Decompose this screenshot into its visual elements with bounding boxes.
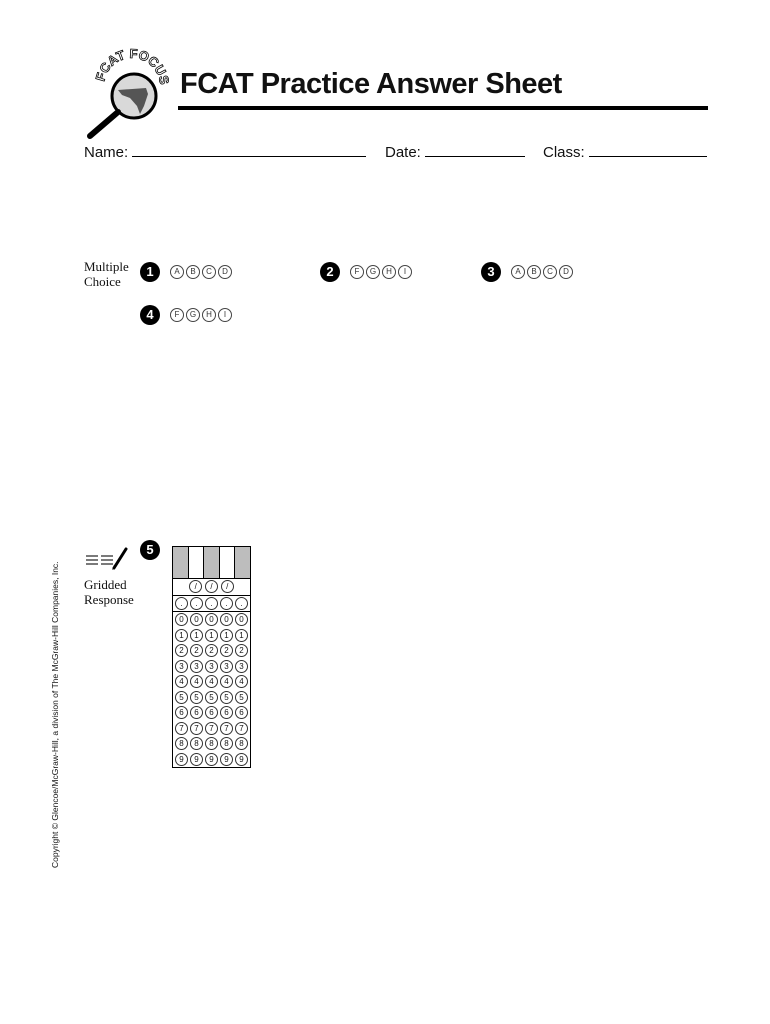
digit-bubble[interactable]: 8 xyxy=(205,737,218,750)
grid-digit-row xyxy=(173,705,250,721)
answer-bubble-b[interactable]: B xyxy=(527,265,541,279)
grid-empty-slot xyxy=(237,581,248,592)
grid-digit-row xyxy=(173,643,250,659)
gridded-response-label: Gridded Response xyxy=(84,577,134,607)
digit-bubble[interactable]: 0 xyxy=(190,613,203,626)
svg-text:FCAT FOCUS: FCAT FOCUS xyxy=(92,48,173,86)
answer-bubble-a[interactable]: A xyxy=(511,265,525,279)
answer-bubble-d[interactable]: D xyxy=(218,265,232,279)
question-4 xyxy=(140,305,232,325)
answer-bubble-h[interactable]: H xyxy=(202,308,216,322)
digit-bubble[interactable]: 4 xyxy=(220,675,233,688)
digit-bubble[interactable]: 5 xyxy=(190,691,203,704)
digit-bubble[interactable]: 6 xyxy=(220,706,233,719)
answer-bubble-d[interactable]: D xyxy=(559,265,573,279)
digit-bubble[interactable]: 1 xyxy=(175,629,188,642)
date-blank[interactable] xyxy=(425,142,525,157)
grid-digit-row xyxy=(173,628,250,644)
digit-bubble[interactable]: 5 xyxy=(235,691,248,704)
answer-choices xyxy=(170,265,232,279)
digit-bubble[interactable]: 1 xyxy=(190,629,203,642)
fcat-focus-logo xyxy=(82,48,177,140)
class-blank[interactable] xyxy=(589,142,707,157)
slash-bubble[interactable]: / xyxy=(205,580,218,593)
answer-bubble-h[interactable]: H xyxy=(382,265,396,279)
decimal-bubble[interactable]: . xyxy=(235,597,248,610)
digit-bubble[interactable]: 4 xyxy=(235,675,248,688)
digit-bubble[interactable]: 2 xyxy=(220,644,233,657)
grid-digit-rows xyxy=(173,612,250,767)
answer-choices xyxy=(170,308,232,322)
answer-bubble-i[interactable]: I xyxy=(218,308,232,322)
digit-bubble[interactable]: 1 xyxy=(220,629,233,642)
grid-write-box[interactable] xyxy=(173,547,189,578)
digit-bubble[interactable]: 9 xyxy=(190,753,203,766)
digit-bubble[interactable]: 5 xyxy=(220,691,233,704)
digit-bubble[interactable]: 7 xyxy=(235,722,248,735)
digit-bubble[interactable]: 1 xyxy=(235,629,248,642)
decimal-bubble[interactable]: . xyxy=(190,597,203,610)
digit-bubble[interactable]: 3 xyxy=(175,660,188,673)
digit-bubble[interactable]: 8 xyxy=(175,737,188,750)
digit-bubble[interactable]: 4 xyxy=(190,675,203,688)
digit-bubble[interactable]: 7 xyxy=(175,722,188,735)
digit-bubble[interactable]: 3 xyxy=(205,660,218,673)
digit-bubble[interactable]: 6 xyxy=(190,706,203,719)
answer-bubble-g[interactable]: G xyxy=(186,308,200,322)
digit-bubble[interactable]: 5 xyxy=(175,691,188,704)
grid-write-box[interactable] xyxy=(220,547,236,578)
answer-bubble-a[interactable]: A xyxy=(170,265,184,279)
grid-write-box[interactable] xyxy=(189,547,205,578)
question-number-badge: 1 xyxy=(140,262,160,282)
question-number-badge: 2 xyxy=(320,262,340,282)
class-field[interactable] xyxy=(543,142,707,161)
grid-write-box[interactable] xyxy=(204,547,220,578)
digit-bubble[interactable]: 2 xyxy=(190,644,203,657)
question-1 xyxy=(140,262,232,282)
gridded-response-grid xyxy=(172,546,251,768)
answer-bubble-i[interactable]: I xyxy=(398,265,412,279)
digit-bubble[interactable]: 7 xyxy=(220,722,233,735)
answer-bubble-c[interactable]: C xyxy=(543,265,557,279)
decimal-bubble[interactable]: . xyxy=(205,597,218,610)
name-label: Name: xyxy=(84,144,129,161)
grid-digit-row xyxy=(173,721,250,737)
grid-empty-slot xyxy=(175,581,186,592)
digit-bubble[interactable]: 6 xyxy=(205,706,218,719)
answer-choices xyxy=(511,265,573,279)
decimal-bubble[interactable]: . xyxy=(175,597,188,610)
digit-bubble[interactable]: 0 xyxy=(175,613,188,626)
digit-bubble[interactable]: 4 xyxy=(175,675,188,688)
answer-bubble-f[interactable]: F xyxy=(170,308,184,322)
title-rule xyxy=(178,106,708,110)
slash-bubble[interactable]: / xyxy=(221,580,234,593)
name-blank[interactable] xyxy=(132,142,366,157)
grid-slash-row xyxy=(173,579,250,596)
answer-bubble-c[interactable]: C xyxy=(202,265,216,279)
digit-bubble[interactable]: 5 xyxy=(205,691,218,704)
answer-bubble-f[interactable]: F xyxy=(350,265,364,279)
grid-digit-row xyxy=(173,674,250,690)
digit-bubble[interactable]: 3 xyxy=(190,660,203,673)
answer-bubble-b[interactable]: B xyxy=(186,265,200,279)
digit-bubble[interactable]: 3 xyxy=(220,660,233,673)
digit-bubble[interactable]: 9 xyxy=(220,753,233,766)
digit-bubble[interactable]: 2 xyxy=(205,644,218,657)
question-number-badge: 4 xyxy=(140,305,160,325)
digit-bubble[interactable]: 2 xyxy=(235,644,248,657)
class-label: Class: xyxy=(543,144,585,161)
digit-bubble[interactable]: 2 xyxy=(175,644,188,657)
date-label: Date: xyxy=(385,144,421,161)
date-field[interactable] xyxy=(385,142,525,161)
question-3 xyxy=(481,262,573,282)
digit-bubble[interactable]: 9 xyxy=(205,753,218,766)
digit-bubble[interactable]: 4 xyxy=(205,675,218,688)
digit-bubble[interactable]: 7 xyxy=(205,722,218,735)
digit-bubble[interactable]: 0 xyxy=(220,613,233,626)
grid-decimal-row xyxy=(173,596,250,613)
digit-bubble[interactable]: 8 xyxy=(190,737,203,750)
answer-choices xyxy=(350,265,412,279)
pencil-grid-icon xyxy=(84,546,130,572)
question-number-badge: 5 xyxy=(140,540,160,560)
digit-bubble[interactable]: 0 xyxy=(235,613,248,626)
digit-bubble[interactable]: 6 xyxy=(175,706,188,719)
copyright-notice: Copyright © Glencoe/McGraw-Hill, a division of The McGraw-Hill Companies, Inc. xyxy=(50,561,60,868)
grid-digit-row xyxy=(173,736,250,752)
question-2 xyxy=(320,262,412,282)
digit-bubble[interactable]: 6 xyxy=(235,706,248,719)
digit-bubble[interactable]: 8 xyxy=(235,737,248,750)
grid-digit-row xyxy=(173,752,250,768)
grid-digit-row xyxy=(173,690,250,706)
digit-bubble[interactable]: 9 xyxy=(175,753,188,766)
digit-bubble[interactable]: 7 xyxy=(190,722,203,735)
digit-bubble[interactable]: 0 xyxy=(205,613,218,626)
grid-digit-row xyxy=(173,659,250,675)
slash-bubble[interactable]: / xyxy=(189,580,202,593)
grid-write-box[interactable] xyxy=(235,547,250,578)
answer-bubble-g[interactable]: G xyxy=(366,265,380,279)
grid-digit-row xyxy=(173,612,250,628)
grid-write-boxes xyxy=(173,547,250,579)
digit-bubble[interactable]: 9 xyxy=(235,753,248,766)
decimal-bubble[interactable]: . xyxy=(220,597,233,610)
digit-bubble[interactable]: 3 xyxy=(235,660,248,673)
multiple-choice-label: Multiple Choice xyxy=(84,259,129,289)
digit-bubble[interactable]: 8 xyxy=(220,737,233,750)
digit-bubble[interactable]: 1 xyxy=(205,629,218,642)
name-field[interactable] xyxy=(84,142,366,161)
question-number-badge: 3 xyxy=(481,262,501,282)
page-title: FCAT Practice Answer Sheet xyxy=(180,68,562,100)
